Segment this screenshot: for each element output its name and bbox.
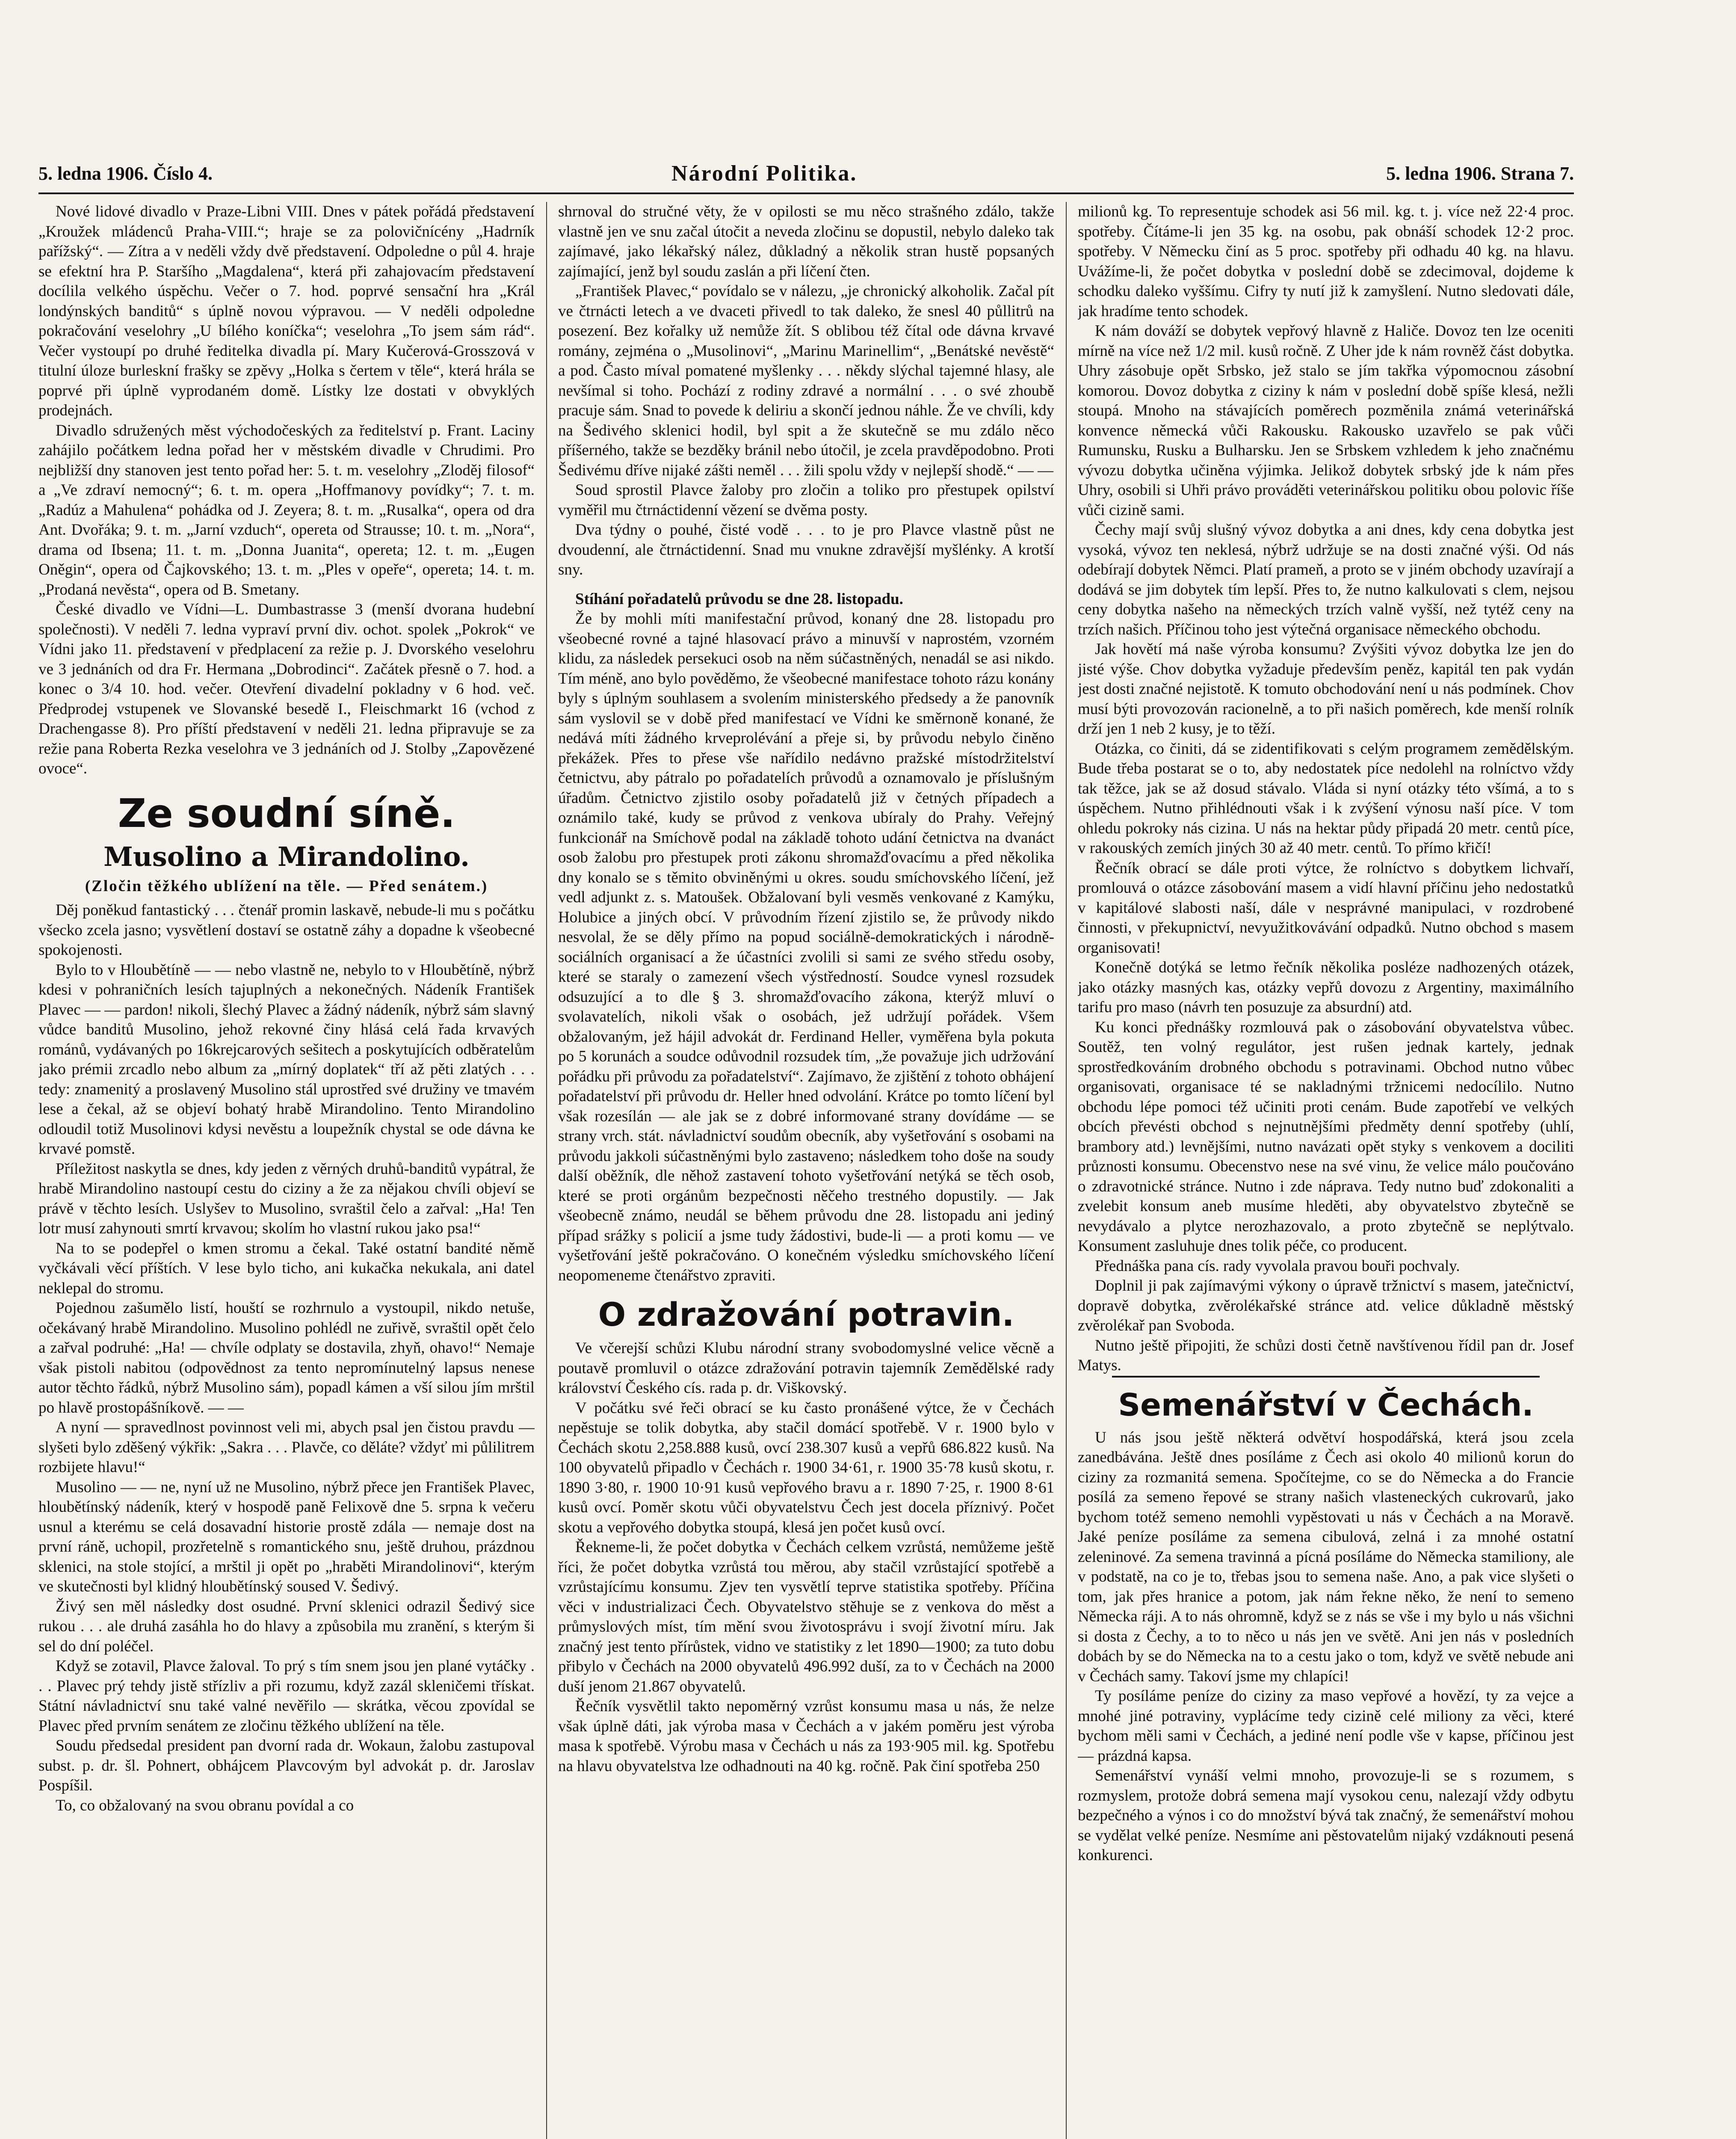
court-article-deck: (Zločin těžkého ublížení na těle. — Před senátem.) [85,877,488,895]
column-divider [1066,202,1067,2139]
court-paragraph: Živý sen měl následky dost osudné. První sklenici odrazil Šedivý sice rukou . . . ale druhá zasáhla ho do hlavy a způsobila mu zranění, s kterým ši sel do dní poléčel. [38,1597,535,1655]
section-rule [1112,1376,1540,1378]
article-theatre-east: Divadlo sdružených měst východočeských za ředitelství p. Frant. Laciny zahájilo počátkem ledna pořad her v městském divadle v Chrudimi. Pro nejbližší dny stanoven jest tento pořad her: 5. t. m. veselohry „Zloděj filosof“ a „Ve zdraví nemocný“; 6. t. m. opera „Hoffmanovy povídky“; 7. t. m. „Radúz a Mahulena“ pohádka od J. Zeyera; 8. t. m. „Rusalka“, opera od dra Ant. Dvořáka; 9. t. m. „Jarní vzduch“, opereta od Strausse; 10. t. m. „Nora“, drama od Ibsena; 11. t. m. „Donna Juanita“, opereta; 12. t. m. „Eugen Oněgin“, opera od Čajkovského; 13. t. m. „Ples v opeře“, opereta; 14. t. m. „Prodaná nevěsta“, opera od B. Smetany. [38,421,535,598]
article-procession-body: Že by mohli míti manifestační průvod, konaný dne 28. listopadu pro všeobecné rovné a tajné hlasovací právo a minuvší v naprostém, vzorném klidu, za následek persekuci osob na něm súčastněných, nenadál se asi nikdo. Tím méně, ano bylo pověděmo, že všeobecné manifestace tohoto rázu konány byly s úplným souhlasem a svolením ministerského předsedy a že panovník sám vyslovil se v době před manifestací ve Vídni ke směrnoně konané, že nedává míti žádného krveprolévání a přeje si, by průvodu nebylo činěno překážek. Přes to přese vše nařídilo nedávno pražské místodržitelství četnictvu, aby pátralo po pořadatelích průvodů a oznamovalo je příslušným úřadům. Četnictvo zjistilo osoby pořadatelů již v četných případech a oznámilo také, kudy se průvod z venkova ubíraly do Prahy. Veřejný funkcionář na Smíchově podal na základě tohoto udání četnictva na dvanáct osob žalobu pro přestupek proti zákonu shromažďovacímu a před několika dny konalo se s těmito obviněnými u okres. soudu smíchovského líčení, jež vedl adjunkt z. s. Matoušek. Obžalovaní byli vesměs venkované z Kamýku, Holubice a jiných obcí. V průvodním řízení zjistilo se, že průvody nikdo nesvolal, že se děly přímo na popud sociálně-demokratických i národně-sociálních organisací a že účastníci zvolili si sami ze svého středu osoby, které se staraly o zamezení všech výstředností. Soudce vynesl rozsudek odsuzující a to dle § 3. shromažďovacího zákona, kterýž mluví o svolavatelích, nikoli však o osobách, jež udržují pořádek. Všem obžalovaným, jež hájil advokát dr. Ferdinand Heller, vyměřena byla pokuta po 5 korunách a soudce odůvodnil rozsudek tím, „že považuje jich udržování pořádku při průvodu za pořadatelství“. Zajímavo, že zjištění z tohoto obhájení pořadatelství při průvodu dr. Heller hned odvolání. Krátce po tomto líčení byl však rozesílán — ale jak se z dobré informované strany dovídáme — se strany vrch. stát. návladnictví soudům obecník, aby vyšetřování s osobami na průvodu jakkoli súčastněnými bylo zastaveno; následkem toho doše na soudy další oběžník, dle něhož zastavení tohoto vyšetřování netýká se těch osob, které se proti orgánům bezpečnosti něčeho trestného dopustily. — Jak všeobecně známo, neudál se během průvodu dne 28. listopadu ani jediný případ srážky s policií a jsme tudy žádostivi, bude-li — a proti komu — ve vyšetřování ještě pokračováno. O konečném výsledku smíchovského líčení neopomeneme čtenářstvo zpraviti. [558,610,1054,1284]
court-verdict: Soud sprostil Plavce žaloby pro zločin a toliko pro přestupek opilství vyměřil mu čtrnáctidenní vězení se dvěma posty. [558,481,1054,519]
court-paragraph: Pojednou zašumělo listí, houští se rozhrnulo a vystoupil, nikdo netuše, očekávaný hrabě Mirandolino. Musolino pohlédl ne zuřivě, svraštil opět čelo a zařval podruhé: „Ha! — chvíle odplaty se dostavila, zhyň, ohavo!“ Nemaje však pistoli nabitou (odpovědnost za tento nepromínutelný lapsus nenese autor těchto řádků, nýbrž Musolino sám), popadl kámen a vší silou jím mrštil po hlavě prostopášníkově. — — [38,1299,535,1416]
issue-date: 5. ledna 1906. Číslo 4. [38,163,213,184]
column-1 [38,202,535,2139]
article-theatre-vienna: České divadlo ve Vídni—L. Dumbastrasse 3 (menší dvorana hudební společnosti). V neděli 7. ledna vypraví první div. ochot. spolek „Pokrok“ ve Vídni jako 11. představení v předplacení za režie p. J. Dvorského veselohru ve 3 jednáních od dra Fr. Hermana „Dobrodinci“. Začátek přesně o 7. hod. a konec o 3/4 10. hod. večer. Otevření divadelní pokladny v 6 hod. več. Předprodej vstupenek ve Slovanské besedě I., Fleischmarkt 16 (vchod z Drachengasse 8). Pro příští představení v neděli 21. ledna připravuje se za režie pana Roberta Rezka veselohra ve 3 jednáních od J. Stolby „Zapovězené ovoce“. [38,601,535,777]
newspaper-page [38,163,1574,2139]
court-paragraph: Děj poněkud fantastický . . . čtenář promin laskavě, nebude-li mu s počátku všecko zcela jasno; vysvětlení dostaví se ostatně záhy a dopadne k všeobecné spokojenosti. [38,901,535,959]
prices-paragraph: Řečník vysvětlil takto nepoměrný vzrůst konsumu masa u nás, že nelze však úplně dáti, jak výroba masa v Čechách a v jakém poměru jest výroba masa k spotřebě. Výrobu masa v Čechách u nás za 193·905 mil. kg. Spotřebu na hlavu obyvatelstva lze odhadnouti na 40 kg. ročně. Pak činí spotřeba 250 [558,1698,1054,1775]
prices-paragraph: Ku konci přednášky rozmlouvá pak o zásobování obyvatelstva vůbec. Soutěž, ten volný regulátor, jest rušen jednak kartely, jednak sprostředkováním drobného obchodu s potravinami. Obchod nutno vůbec organisovati, organisace té se nakladnými tržnicemi nedocílilo. Nutno obchodu lépe pomoci též učiniti proti cenám. Bude zapotřebí ve velkých obcích převésti obchod s nejnutnějšími předměty denní spotřeby (uhlí, brambory atd.) levnějšími, nutno navázati opět styky s venkovem a dociliti průznosti konsumu. Obecenstvo nese na své vinu, že velice málo poučováno o zdravotnické stránce. Nutno i zde náprava. Tedy nutno buď zdokonaliti a zvelebit konsum aneb musíme hleděti, aby obyvatelstvo zbytečně se nevydávalo a plytce nerozhazovalo, a proto zbytečně se neplýtvalo. Konsument zasluhuje dnes tolik péče, co producent. [1078,1018,1574,1255]
page-date: 5. ledna 1906. Strana 7. [1386,163,1574,184]
court-paragraph: Soudu předsedal president pan dvorní rada dr. Wokaun, žalobu zastupoval subst. p. dr. šl. Pohnert, obhájcem Plavcovým byl advokát p. dr. Jaroslav Pospíšil. [38,1737,535,1794]
court-article-title: Musolino a Mirandolino. [104,841,470,872]
prices-paragraph: Řečník obrací se dále proti výtce, že rolníctvo s dobytkem lichvaří, promlouvá o otázce zásobování masem a vidí hlavní příčinu jeho nedostatků v kapitálové slabosti naší, dále v nesprávné manipulaci, v rozdrobené činnosti, v překupnictví, nevyužitkovávání odpadků. Nutno obchod s masem organisovati! [1078,859,1574,957]
court-section-title: Ze soudní síně. [118,790,455,836]
court-paragraph: To, co obžalovaný na svou obranu povídal a co [56,1796,354,1814]
header-rule [38,193,1574,194]
page-header [38,163,1574,188]
prices-paragraph: Ve včerejší schůzi Klubu národní strany svobodomyslné velice věcně a poutavě promluvil o otázce zdražování potravin tajemník Zemědělské rady království Českého cís. rada p. dr. Viškovský. [558,1339,1054,1397]
seeds-paragraph: U nás jsou ještě některá odvětví hospodářská, která jsou zcela zanedbávána. Ještě dnes posíláme z Čech asi okolo 40 milionů korun do ciziny za rozmanitá semena. Spočítejme, co se do Německa a do Francie posílá za semeno řepové se strany našich vlasteneckých cukrovarů, jako bychom totéž semeno nemohli vypěstovati u nás v Čechách a na Moravě. Jaké peníze posíláme za semena cibulová, zelná i za mnohé ostatní zeleninové. Za semena travinná a pícná posíláme do Německa stamiliony, ale v podstatě, na co je to, třebas jsou to semena naše. Ano, a pak vice slyšeti o tom, jak přes hranice a potom, jak nám řekne něko, že není to semeno Německa ráji. A to nás ohromně, když se z nás se vše i my bylo u nás všichni si dosta z Čechy, a to to něco u nás jen ve světě. Ani jen nás v posledních dobách by se do Německa na to a cestu jako o tom, když ve světě nebude ani v Čechách samy. Takoví jsme my chlapíci! [1078,1428,1574,1685]
court-paragraph: Dva týdny o pouhé, čisté vodě . . . to je pro Plavce vlastně půst ne dvoudenní, ale čtrnáctidenní. Snad mu vnukne zdravější myšlénky. A krotší sny. [558,521,1054,578]
prices-paragraph: Otázka, co činiti, dá se zidentifikovati s celým programem zemědělským. Bude třeba postarat se o to, aby nedostatek píce nedolehl na rolníctvo vždy tak těžce, jak se až dosud stávalo. Vláda si nyní otázky této všímá, a to s úspěchem. Nutno přihlédnouti však i k zvýšení výnosu naší píce. V tom ohledu pokroky nás cizina. U nás na hektar půdy připadá 20 metr. centů píce, v rakouských zemích jiných 30 až 40 metr. centů. To přímo křičí! [1078,740,1574,857]
court-paragraph: Na to se podepřel o kmen stromu a čekal. Také ostatní bandité němě vyčkávali věcí příštích. V lese bylo ticho, ani kukačka nekukala, ani datel neklepal do stromu. [38,1239,535,1297]
article-prices-title: O zdražování potravin. [598,1295,1014,1333]
seeds-paragraph: Semenářství vynáší velmi mnoho, provozuje-li se s rozumem, s rozmyslem, protože dobrá semena mají vysokou cenu, nalezají vždy odbytu bezpečného a výnos i co do množství bývá tak značný, že semenářství mohou se vydělat velké peníze. Nesmíme ani pěstovatelům nijaký vzdáknouti pesená konkurenci. [1078,1767,1574,1864]
column-2 [558,202,1054,2139]
court-paragraph: shrnoval do stručné věty, že v opilosti se mu něco strašného zdálo, takže vlastně jen ve snu začal útočit a neveda zločinu se dopustil, nebylo daleko tak zajímavé, jako lékařský nález, důkladný a několik stran hustě popsaných zajímající, jenž byl soudu zaslán a při líčení čten. [558,203,1054,280]
prices-paragraph: milionů kg. To representuje schodek asi 56 mil. kg. t. j. více než 22·4 proc. spotřeby. Čítáme-li jen 35 kg. na osobu, pak obnáší schodek 12·2 proc. spotřeby. V Německu činí as 5 proc. spotřeby při odhadu 40 kg. na hlavu. Uvážíme-li, že počet dobytka v poslední době se zdecimoval, dojdeme k schodku daleko vyššímu. Cifry ty nutí již k zamyšlení. Nutno sledovati dále, jak hradíme tento schodek. [1078,203,1574,320]
prices-paragraph: Čechy mají svůj slušný vývoz dobytka a ani dnes, kdy cena dobytka jest vysoká, vývoz ten neklesá, nýbrž udržuje se na dosti značné výši. Od nás odebírají dobytek Němci. Platí prameň, a proto se v jiném obchody uzavírají a dodává se jim dobytek tím lepší. Přes to, že nutno kalkulovati s clem, nejsou ceny dobytka našeho na německých trzích valně vyšší, než tytéž ceny na trzích našich. Příčinou toho jest výtečná organisace německého obchodu. [1078,521,1574,638]
court-paragraph: Bylo to v Hloubětíně — — nebo vlastně ne, nebylo to v Hloubětíně, nýbrž kdesi v pohraničních lesích tajuplných a nekonečných. Nádeník František Plavec — — pardon! nikoli, šlechý Plavec a žádný nádeník, nýbrž sám slavný vůdce banditů Musolino, jehož rekovné činy hlásá celá řada krvavých románů, vydávaných po 16krejcarových sešitech a poskytujících odběratelům jako prémii zrcadlo nebo album za „mírný doplatek“ tří až pěti zlatých . . . tedy: znamenitý a proslavený Musolino stál uprostřed své družiny ve tmavém lese a čekal, až se objeví bohatý hrabě Mirandolino. Tento Mirandolino odloudil totiž Musolinovi kdysi nevěstu a loupežník chystal se ode dávna ke krvavé pomstě. [38,961,535,1158]
court-paragraph: Musolino — — ne, nyní už ne Musolino, nýbrž přece jen František Plavec, hloubětínský nádeník, který v hospodě paně Felixově dne 5. srpna k večeru usnul a kterému se celá dosavadní historie prostě zdála — nemaje dost na první ráně, uchopil, prozřetelně s romantického snu, ještě druhou, prázdnou sklenici, na stole stojící, a mrštil ji opět po „hraběti Mirandolinovi“, kterým ve skutečnosti byl klidný hloubětínský soused V. Šedivý. [38,1478,535,1595]
prices-paragraph: Jak hovětí má naše výroba konsumu? Zvýšiti vývoz dobytka lze jen do jisté výše. Chov dobytka vyžaduje především peněz, kapitál ten pak vydán jest dosti značné nejistotě. K tomuto obchodování není u nás podmínek. Chov musí býti provozován racionelně, a to při našich poměrech, kde menší rolník drží jen 1 neb 2 kusy, je to těží. [1078,640,1574,738]
prices-paragraph: Nutno ještě připojiti, že schůzi dosti četně navštívenou řídil pan dr. Josef Matys. [1078,1336,1574,1374]
prices-paragraph: V počátku své řeči obrací se ku často pronášené výtce, že v Čechách nepěstuje se tolik dobytka, aby stačil domácí spotřebě. V r. 1900 bylo v Čechách skotu 2,258.888 kusů, ovcí 238.307 kusů a vepřů 686.822 kusů. Na 100 obyvatelů připadlo v Čechách r. 1900 34·61, r. 1900 35·78 kusů skotu, r. 1890 3·80, r. 1900 10·91 kusů vepřového bravu a r. 1890 7·25, r. 1900 8·61 kusů ovcí. Poměr skotu vůči obyvatelstvu Čech jest docela příznivý. Počet skotu a vepřového dobytka stoupá, klesá jen počet kusů ovcí. [558,1399,1054,1536]
prices-paragraph: Konečně dotýká se letmo řečník několika posléze nadhozených otázek, jako otázky masných kas, otázky vepřů dovozu z Argentiny, maximálního tarifu pro maso (návrh ten posuzuje za absurdní) atd. [1078,959,1574,1016]
prices-paragraph: Řekneme-li, že počet dobytka v Čechách celkem vzrůstá, nemůžeme ještě říci, že počet dobytka vzrůstá tou měrou, aby stačil vzrůstající spotřebě a vzrůstajícímu konsumu. Zjev ten vysvětlí teprve statistika spotřeby. Příčina věci v industrializaci Čech. Obyvatelstvo stěhuje se z venkova do měst a průmyslových míst, tím mění svou životosprávu i svojí životní míru. Jak značný jest tento přírůstek, vidno ve statistiky z let 1890—1900; za tuto dobu přibylo v Čechách na 2000 obyvatelů 496.992 duší, za to v Čechách na 2000 duší jenom 21.867 obyvatelů. [558,1538,1054,1695]
court-paragraph: Když se zotavil, Plavce žaloval. To prý s tím snem jsou jen plané vytáčky . . . Plavec prý tehdy jistě střízliv a při rozumu, když zazál skleničemi třískat. Státní návladnictví snu také valné nevěřilo — skrátka, věcou zpovídal se Plavec před prvním senátem ze zločinu těžkého ublížení na těle. [38,1657,535,1735]
court-paragraph: Příležitost naskytla se dnes, kdy jeden z věrných druhů-banditů vypátral, že hrabě Mirandolino nastoupí cestu do ciziny a že za nějakou chvíli objeví se právě v těchto lesích. Uslyšev to Musolino, svraštil čelo a zařval: „Ha! Ten lotr musí zahynouti smrtí krvavou; skolím ho vlastní rukou jako psa!“ [38,1160,535,1237]
seeds-paragraph: Ty posíláme peníze do ciziny za maso vepřové a hovězí, ty za vejce a mnohé jiné potraviny, vyplácíme tedy cizině celé miliony za věci, které bychom měli sami v Čechách, a jediné není podle vše v kapse, příčinou jest — prázdná kapsa. [1078,1687,1574,1765]
prices-paragraph: Doplnil ji pak zajímavými výkony o úpravě tržnictví s masem, jatečnictví, dopravě dobytka, zvěrolékařské stránce atd. velice důkladně městský zvěrolékař pan Svoboda. [1078,1277,1574,1334]
court-paragraph: A nyní — spravedlnost povinnost veli mi, abych psal jen čistou pravdu — slyšeti bylo zděšený výkřik: „Sakra . . . Plavče, co děláte? vždyť mi půlilitrem rozbijete hlavu!“ [38,1419,535,1476]
column-divider [546,202,547,2139]
prices-paragraph: K nám dováží se dobytek vepřový hlavně z Haliče. Dovoz ten lze oceniti mírně na více než 1/2 mil. kusů ročně. Z Uher jde k nám rovněž část dobytka. Uhry zásobuje opět Srbsko, jež stalo se jím takřka výpomocnou zásobní komorou. Dovoz dobytka z ciziny k nám v poslední době spíše klesá, nežli stoupá. Mnoho na stávajících poměrech pozměnila známá veterinářská konvence německá vůči Rakousku. Rakousko uzavřelo se pak vůči Rumunsku, Rusku a Bulharsku. Jen se Srbskem vzhledem k jeho značnému vývozu dobytka učiněna výjimka. Jelikož dobytek srbský jde k nám přes Uhry, osobili si Uhři právo prováděti veterinářskou politiku obou polovic říše vůči cizině sami. [1078,322,1574,519]
article-procession-title: Stíhání pořadatelů průvodu se dne 28. listopadu. [575,590,903,608]
column-3 [1078,202,1574,2139]
article-theatre-libni: Nové lidové divadlo v Praze-Libni VIII. Dnes v pátek pořádá představení „Kroužek mládenců Praha-VIII.“; hraje se za polovičnícény „Hadrník pařížský“. — Zítra a v neděli vždy dvě představení. Odpoledne o půl 4. hraje se efektní hra P. Staršího „Magdalena“, která při zahajovacím představení docílila velkého úspěchu. Večer o 7. hod. poprvé sensační hra „Král londýnských banditů“ s úplně novou výpravou. — V neděli odpoledne pokračování veselohry „U bílého koníčka“; veselohra „To jsem sám rád“. Večer vystoupí po druhé ředitelka divadla pí. Mary Kučerová-Grosszová v titulní úloze burleskní frašky se zpěvy „Holka s čertem v těle“, která hrála se poprvé při úplně vyprodaném domě. Lístky lze dostati v obvyklých prodejnách. [38,203,535,419]
article-seeds-title: Semenářství v Čechách. [1118,1386,1534,1423]
prices-paragraph: Přednáška pana cís. rady vyvolala pravou bouři pochvaly. [1095,1257,1460,1275]
masthead: Národní Politika. [671,161,858,186]
court-paragraph: „František Plavec,“ povídalo se v nálezu, „je chronický alkoholik. Začal pít ve čtrnácti letech a ve dvaceti přivedl to tak daleko, že snesl 40 půllitrů na posezení. Bez kořalky už nemůže žít. S oblibou též čítal ode dávna krvavé romány, zejména o „Musolinovi“, „Marinu Marinellim“, „Benátské nevěstě“ a pod. Často míval pomatené myšlenky . . . někdy slýchal tajemné hlasy, ale nevšímal si toho. Pochází z rodiny zdravé a normální . . . o své zhoubě pracuje sám. Snad to povede k deliriu a skončí jednou náhle. Že ve chvíli, kdy na Šedivého sklenici hodil, byl spit a že skutečně se mu zdálo něco příšerného, takže se bezděky bránil nebo útočil, je zcela pravděpodobno. Proti Šedivému dříve nijaké zášti neměl . . . žili spolu vždy v nejlepší shodě.“ — — [558,282,1054,479]
